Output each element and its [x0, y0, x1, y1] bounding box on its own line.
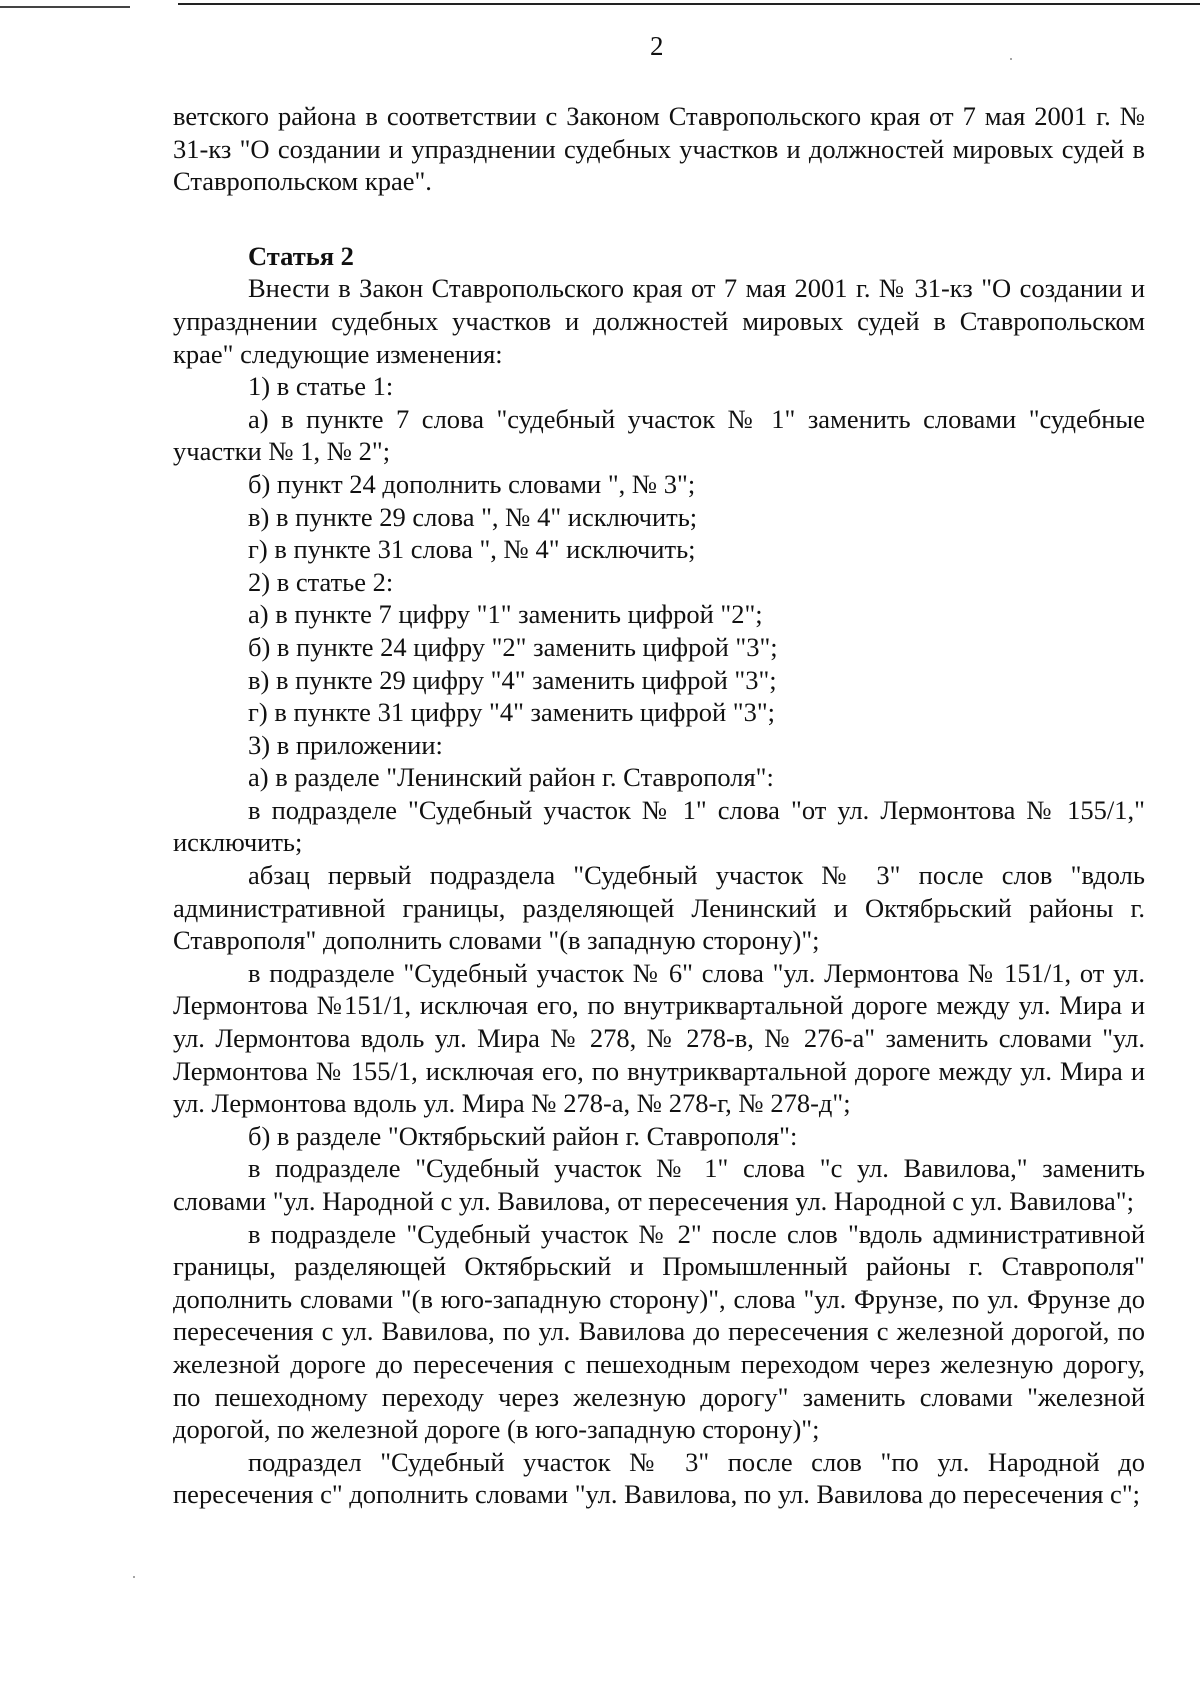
list-item: 2) в статье 2:: [248, 566, 394, 597]
list-item: в подразделе "Судебный участок № 1" слова "от ул. Лермонтова № 155/1," исключить;: [173, 794, 1145, 858]
scan-border-right: [178, 3, 1200, 5]
list-item: г) в пункте 31 слова ", № 4" исключить;: [248, 534, 696, 565]
list-item: в подразделе "Судебный участок № 1" слова "с ул. Вавилова," заменить словами "ул. Народной с ул. Вавилова, от пересечения ул. Народной с ул. Вавилова";: [173, 1153, 1145, 1216]
list-item: 1) в статье 1:: [248, 371, 394, 402]
list-item: а) в пункте 7 цифру "1" заменить цифрой "2";: [248, 599, 763, 630]
list-item: 3) в приложении:: [248, 729, 443, 760]
scan-border-left: [0, 6, 130, 8]
paragraph-intro: Внести в Закон Ставропольского края от 7 мая 2001 г. № 31-кз "О создании и упразднении судебных участков и должностей мировых судей в Ставропольском крае" следующие изменения:: [173, 273, 1145, 369]
paragraph-continuation: ветского района в соответствии с Законом Ставропольского края от 7 мая 2001 г. № 31-кз "О создании и упразднении судебных участков и должностей мировых судей в Ставропольском крае".: [173, 101, 1145, 197]
article-heading: Статья 2: [248, 240, 354, 271]
list-item: в подразделе "Судебный участок № 2" после слов "вдоль административной границы, разделяющей Октябрьский и Промышленный районы г. Ставрополя" дополнить словами "(в юго-западную сторону)", слова "ул. Фрунзе, по ул. Фрунзе до пересечения с ул. Вавилова, по ул. Вавилова до пересечения с железной дорогой, по железной дороге до пересечения с пешеходным переходом через железную дорогу, по пешеходному переходу через железную дорогу" заменить словами "железной дорогой, по железной дороге (в юго-западную сторону)";: [173, 1218, 1145, 1445]
page-number: 2: [650, 31, 664, 61]
list-item: б) в пункте 24 цифру "2" заменить цифрой "3";: [248, 631, 778, 662]
list-item: в подразделе "Судебный участок № 6" слова "ул. Лермонтова № 151/1, от ул. Лермонтова №151/1, исключая его, по внутриквартальной дороге между ул. Мира и ул. Лермонтова вдоль ул. Мира № 278, № 278-в, № 276-а" заменить словами "ул. Лермонтова № 155/1, исключая его, по внутриквартальной дороге между ул. Мира и ул. Лермонтова вдоль ул. Мира № 278-а, № 278-г, № 278-д";: [173, 957, 1145, 1119]
list-item: б) пункт 24 дополнить словами ", № 3";: [248, 468, 696, 499]
scan-speck: [133, 1576, 135, 1578]
document-body: [173, 100, 1145, 1511]
list-item: подраздел "Судебный участок № 3" после слов "по ул. Народной до пересечения с" дополнить словами "ул. Вавилова, по ул. Вавилова до пересечения с";: [173, 1446, 1145, 1510]
list-item: г) в пункте 31 цифру "4" заменить цифрой "3";: [248, 697, 776, 728]
list-item: в) в пункте 29 слова ", № 4" исключить;: [248, 501, 698, 532]
list-item: в) в пункте 29 цифру "4" заменить цифрой "3";: [248, 664, 777, 695]
list-item: а) в пункте 7 слова "судебный участок № 1" заменить словами "судебные участки № 1, № 2";: [173, 403, 1145, 467]
list-item: б) в разделе "Октябрьский район г. Ставрополя":: [248, 1120, 798, 1151]
list-item: абзац первый подраздела "Судебный участок № 3" после слов "вдоль административной границы, разделяющей Ленинский и Октябрьский районы г. Ставрополя" дополнить словами "(в западную сторону)";: [173, 860, 1145, 956]
list-item: а) в разделе "Ленинский район г. Ставрополя":: [248, 762, 774, 793]
scan-speck: [1010, 58, 1012, 60]
